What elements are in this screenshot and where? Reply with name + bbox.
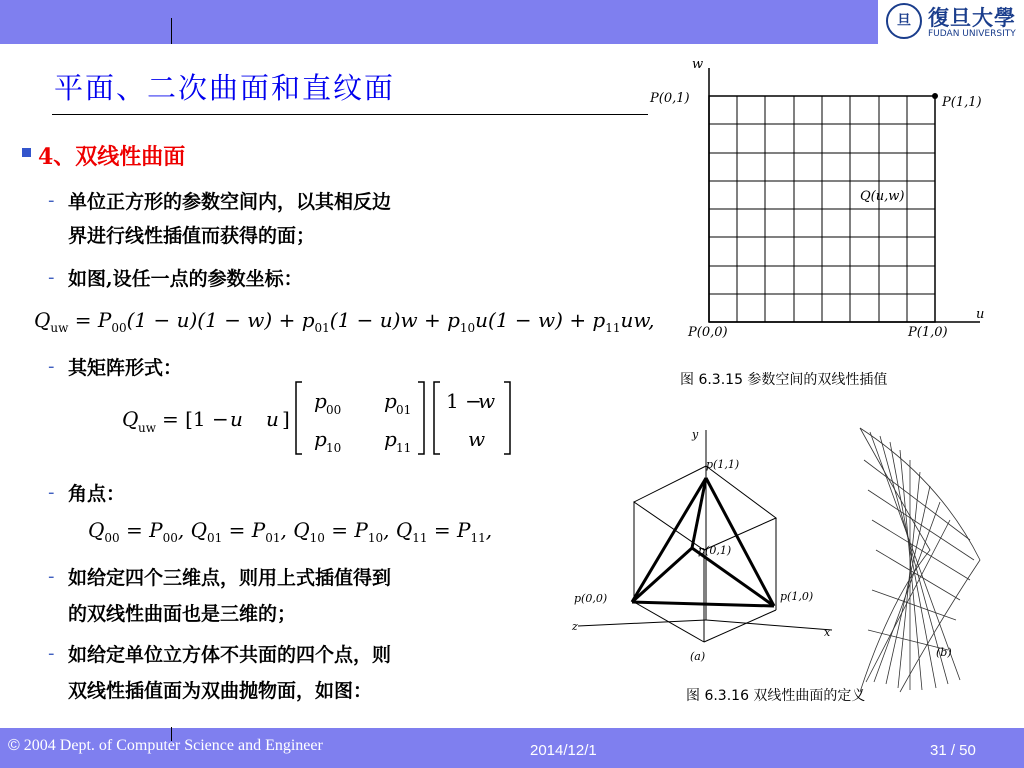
dash-bullet-icon: -: [48, 190, 55, 211]
text-line-4: 角点：: [68, 483, 126, 505]
text-line-1a: 单位正方形的参数空间内，以其相反边: [68, 191, 392, 213]
svg-text:p: p: [314, 389, 327, 413]
fig1-caption: 图 6.3.15 参数空间的双线性插值: [680, 372, 888, 388]
text-line-2: 如图,设任一点的参数坐标：: [68, 268, 303, 290]
svg-text:01: 01: [396, 403, 412, 417]
footer-org: Dept. of Computer Science and Engineer: [59, 737, 323, 754]
dash-bullet-icon: -: [48, 356, 55, 377]
dash-bullet-icon: -: [48, 482, 55, 503]
footer-date: 2014/12/1: [530, 742, 597, 759]
svg-text:u: u: [230, 407, 243, 431]
fig2-axis-x: x: [824, 626, 831, 639]
footer-copyright: [8, 737, 323, 755]
fig2-label-p00: p(0,0): [574, 592, 608, 605]
fig2-axis-z: z: [572, 620, 578, 633]
section-heading: 4、双线性曲面: [38, 144, 186, 170]
svg-text:Q: Q: [122, 407, 139, 431]
fig2-label-a: (a): [690, 650, 706, 663]
dash-bullet-icon: -: [48, 566, 55, 587]
header-bar: [0, 0, 1024, 44]
figure-parameter-grid: [640, 54, 1020, 394]
svg-text:p: p: [384, 389, 397, 413]
fig2-label-p11: p(1,1): [706, 458, 740, 471]
svg-text:]: ]: [282, 407, 290, 431]
svg-text:uw: uw: [138, 421, 156, 435]
text-line-3: 其矩阵形式：: [68, 357, 183, 379]
logo-chinese-name: 復旦大學: [928, 5, 1016, 30]
matrix-equation: [118, 376, 518, 460]
copyright-icon: ©: [8, 737, 20, 754]
svg-text:= [1 −: = [1 −: [162, 407, 229, 431]
svg-text:u: u: [266, 407, 279, 431]
logo-english-name: FUDAN UNIVERSITY: [928, 29, 1016, 39]
header-divider: [171, 18, 172, 44]
bilinear-equation: $Q_{uw} = P_{00}(1 - u)(1 - w) + p_{01}(1 - u)w + p_{10}u(1 - w) + p_{11}uw$,: [34, 308, 655, 335]
fig1-label-p11: P(1,1): [942, 95, 982, 110]
text-line-6b: 双线性插值面为双曲抛物面，如图：: [68, 680, 373, 702]
fig1-label-p10: P(1,0): [908, 325, 948, 340]
section-bullet-icon: [22, 148, 31, 157]
text-line-5b: 的双线性曲面也是三维的；: [68, 603, 297, 625]
svg-text:10: 10: [326, 441, 342, 455]
fig1-axis-u: u: [976, 307, 985, 322]
svg-text:p: p: [314, 427, 327, 451]
footer-year: 2004: [23, 737, 56, 754]
slide-title: 平面、二次曲面和直纹面: [54, 71, 396, 105]
fig2-axis-y: y: [692, 428, 699, 441]
svg-text:00: 00: [326, 403, 342, 417]
figure-bilinear-surface: [560, 420, 1020, 710]
fig1-axis-w: w: [692, 57, 704, 72]
dash-bullet-icon: -: [48, 267, 55, 288]
fig1-label-p01: P(0,1): [650, 91, 690, 106]
title-underline: [52, 114, 648, 115]
svg-text:w: w: [478, 389, 496, 413]
text-line-6a: 如给定单位立方体不共面的四个点，则: [68, 644, 392, 666]
fig1-label-q: Q(u,w): [860, 189, 905, 204]
fig1-label-p00: P(0,0): [688, 325, 728, 340]
svg-text:w: w: [468, 427, 486, 451]
svg-text:11: 11: [396, 441, 412, 455]
text-line-1b: 界进行线性插值而获得的面；: [68, 225, 316, 247]
fig2-label-p10: p(1,0): [780, 590, 814, 603]
fig2-caption: 图 6.3.16 双线性曲面的定义: [686, 688, 866, 704]
footer-page-number: 31 / 50: [930, 742, 976, 759]
fig2-label-p01: p(0,1): [698, 544, 732, 557]
corner-equation: $Q_{00} = P_{00}$, $Q_{01} = P_{01}$, $Q_{10} = P_{10}$, $Q_{11} = P_{11}$,: [88, 518, 493, 545]
svg-text:1 −: 1 −: [446, 389, 482, 413]
fig2-label-b: (b): [936, 646, 952, 659]
university-seal-icon: 旦: [886, 3, 922, 39]
fudan-logo: [878, 0, 1024, 44]
svg-text:p: p: [384, 427, 397, 451]
dash-bullet-icon: -: [48, 643, 55, 664]
text-line-5a: 如给定四个三维点，则用上式插值得到: [68, 567, 392, 589]
